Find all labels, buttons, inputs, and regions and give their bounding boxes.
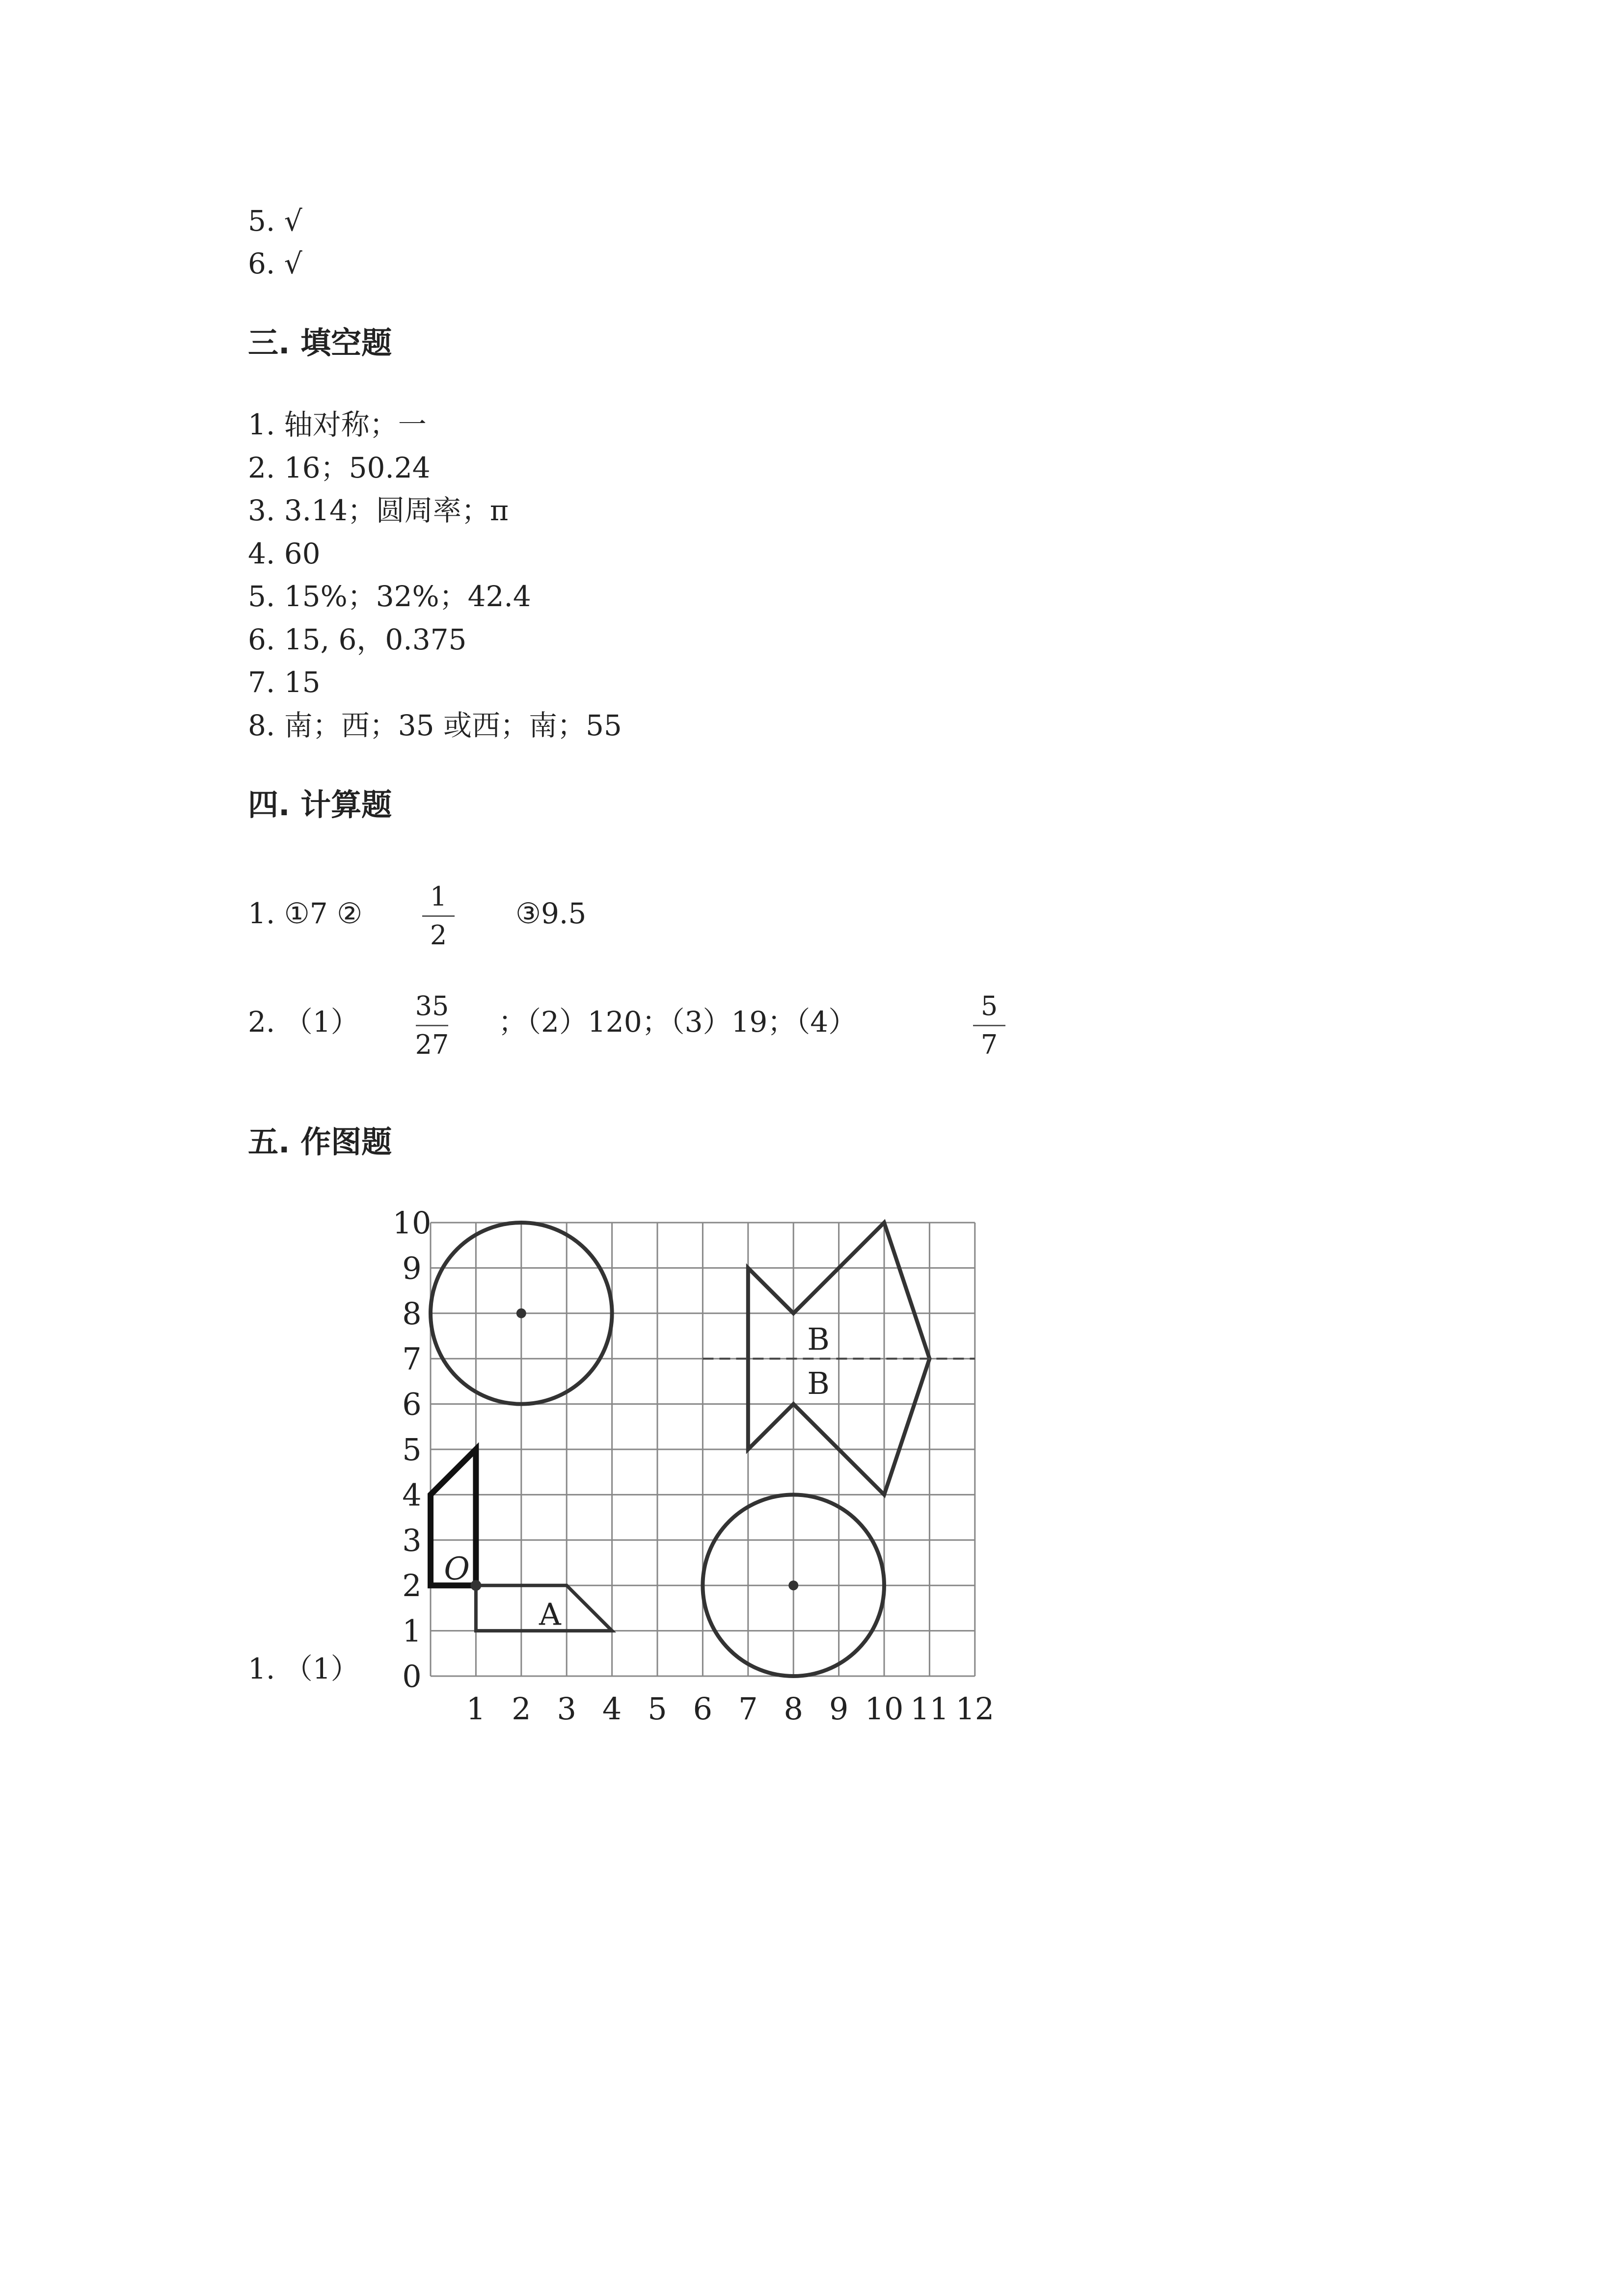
answer-judge-6: 6. √ xyxy=(248,247,302,280)
calc-q2-middle: ；（2）120；（3）19；（4） xyxy=(498,1005,857,1039)
x-tick-label: 5 xyxy=(648,1691,667,1727)
calc-q2-fraction-1-numerator: 35 xyxy=(415,990,449,1021)
origin-label: O xyxy=(444,1551,470,1588)
x-tick-label: 9 xyxy=(829,1691,849,1727)
answer-fill-5: 5. 15%；32%；42.4 xyxy=(248,580,531,613)
y-tick-label: 3 xyxy=(402,1522,422,1558)
x-tick-label: 12 xyxy=(955,1691,995,1727)
y-tick-label: 6 xyxy=(402,1386,422,1422)
calc-q1-fraction-denominator: 2 xyxy=(430,920,447,951)
section-heading-calculation: 四. 计算题 xyxy=(248,787,392,823)
shape-a-label: A xyxy=(539,1596,561,1632)
y-tick-label: 10 xyxy=(392,1205,432,1241)
x-tick-label: 2 xyxy=(512,1691,531,1727)
x-tick-label: 10 xyxy=(865,1691,904,1727)
rotation-point-dot xyxy=(470,1580,481,1591)
y-tick-label: 0 xyxy=(402,1658,422,1694)
answer-fill-4: 4. 60 xyxy=(248,537,321,570)
y-tick-label: 4 xyxy=(402,1477,422,1513)
x-tick-label: 4 xyxy=(602,1691,622,1727)
calc-q2-fraction-2-denominator: 7 xyxy=(980,1029,998,1060)
drawing-q1-label: 1. （1） xyxy=(248,1652,359,1685)
answer-fill-7: 7. 15 xyxy=(248,666,321,699)
x-tick-label: 6 xyxy=(693,1691,713,1727)
circle-center-dot xyxy=(788,1580,798,1590)
circle-center-dot xyxy=(516,1308,526,1318)
answer-fill-6: 6. 15, 6，0.375 xyxy=(248,623,467,656)
shape-b-label-top: B xyxy=(807,1321,830,1358)
answer-judge-5: 5. √ xyxy=(248,204,302,238)
calc-q1-suffix: ③9.5 xyxy=(515,897,587,930)
y-tick-label: 2 xyxy=(402,1568,422,1604)
y-tick-label: 1 xyxy=(402,1613,422,1649)
x-tick-label: 1 xyxy=(466,1691,486,1727)
calc-q1-fraction-numerator: 1 xyxy=(430,881,447,912)
answer-fill-1: 1. 轴对称；一 xyxy=(248,408,427,441)
answer-fill-2: 2. 16；50.24 xyxy=(248,451,431,484)
shape-b-label-bottom: B xyxy=(807,1365,830,1402)
y-tick-label: 9 xyxy=(402,1250,422,1286)
calc-q2-prefix: 2. （1） xyxy=(248,1005,359,1039)
answer-fill-8: 8. 南；西；35 或西；南；55 xyxy=(248,709,622,742)
calc-q2-fraction-1-denominator: 27 xyxy=(415,1029,449,1060)
calc-q1-prefix: 1. ①7 ② xyxy=(248,897,363,930)
x-tick-label: 11 xyxy=(910,1691,949,1727)
section-heading-fill-in: 三. 填空题 xyxy=(248,325,392,361)
answer-fill-3: 3. 3.14；圆周率；π xyxy=(248,494,509,527)
section-heading-drawing: 五. 作图题 xyxy=(248,1124,392,1160)
calc-q2-fraction-2-numerator: 5 xyxy=(980,990,998,1021)
x-tick-label: 8 xyxy=(784,1691,803,1727)
x-tick-label: 3 xyxy=(557,1691,576,1727)
x-tick-label: 7 xyxy=(738,1691,758,1727)
y-tick-label: 7 xyxy=(402,1341,422,1377)
y-tick-label: 8 xyxy=(402,1295,422,1332)
y-tick-label: 5 xyxy=(402,1432,422,1468)
